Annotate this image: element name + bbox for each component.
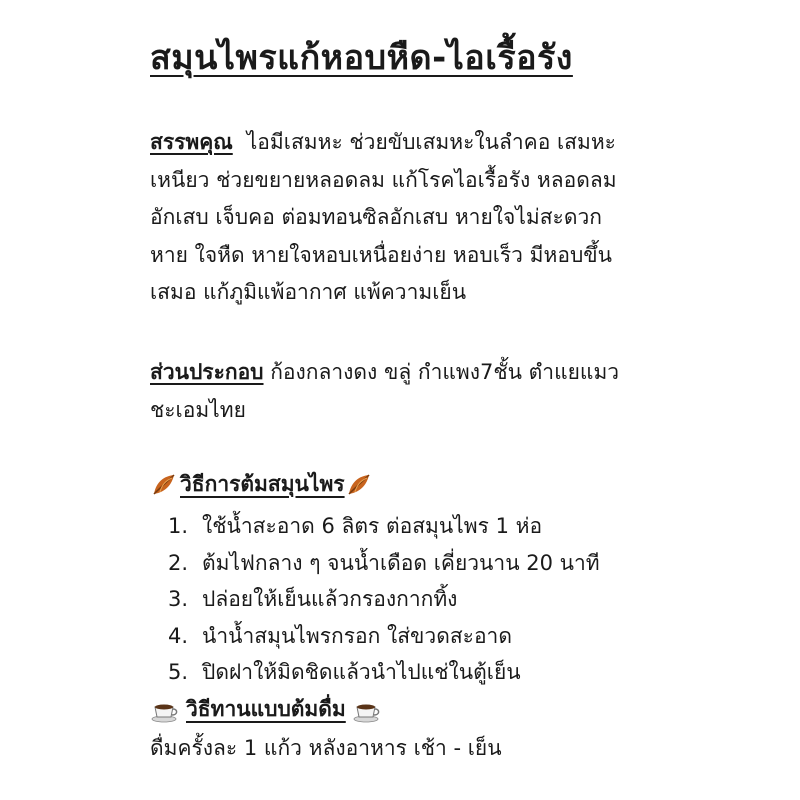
- drinking-heading-text: วิธีทานแบบต้มดื่ม: [186, 697, 346, 721]
- boiling-heading-text: วิธีการต้มสมุนไพร: [180, 472, 345, 496]
- ingredients-paragraph: [150, 354, 645, 429]
- list-item: 4. นำน้ำสมุนไพรกรอก ใส่ขวดสะอาด: [168, 623, 512, 648]
- coffee-cup-icon: [352, 697, 382, 723]
- page-title: สมุนไพรแก้หอบหืด-ไอเรื้อรัง: [150, 38, 573, 78]
- ingredients-text: ก้องกลางดง ขลู่ กำแพง7ชั้น ตำแยแมว ชะเอมไทย: [150, 360, 620, 422]
- ingredients-label: ส่วนประกอบ: [150, 360, 264, 384]
- list-item: 5. ปิดฝาให้มิดชิดแล้วนำไปแช่ในตู้เย็น: [168, 660, 521, 684]
- list-item: 2. ต้มไฟกลาง ๆ จนน้ำเดือด เคี่ยวนาน 20 นาที: [168, 550, 600, 575]
- boiling-heading: [150, 468, 375, 501]
- boiling-steps-list: [150, 508, 600, 691]
- autumn-leaf-icon: [345, 472, 375, 498]
- list-item: 3. ปล่อยให้เย็นแล้วกรองกากทิ้ง: [168, 587, 458, 611]
- drinking-instructions: ดื่มครั้งละ 1 แก้ว หลังอาหาร เช้า - เย็น: [150, 736, 502, 760]
- benefits-label: สรรพคุณ: [150, 130, 233, 154]
- benefits-text: ไอมีเสมหะ ช่วยขับเสมหะในลำคอ เสมหะเหนียว ช่วยขยายหลอดลม แก้โรคไอเรื้อรัง หลอดลมอักเสบ เจ็บคอ ต่อมทอนซิลอักเสบ หายใจไม่สะดวก หาย ใจหืด หายใจหอบเหนื่อยง่าย หอบเร็ว มีหอบขึ้นเสมอ แก้ภูมิแพ้อากาศ แพ้ความเย็น: [150, 130, 617, 304]
- benefits-paragraph: [150, 124, 645, 312]
- coffee-cup-icon: [150, 697, 180, 723]
- autumn-leaf-icon: [150, 472, 180, 498]
- list-item: 1. ใช้น้ำสะอาด 6 ลิตร ต่อสมุนไพร 1 ห่อ: [168, 514, 543, 538]
- drinking-heading: [150, 693, 382, 726]
